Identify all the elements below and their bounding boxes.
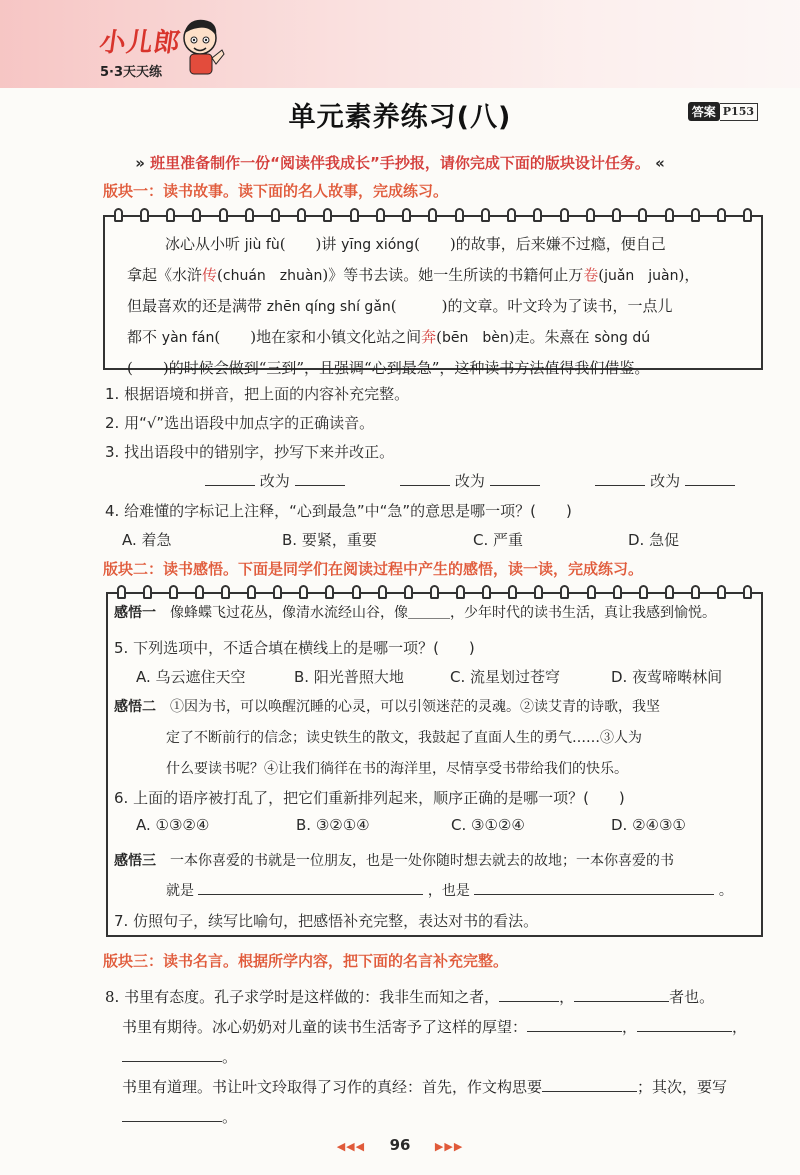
story-notebook [103, 215, 763, 377]
question-3: 3. 找出语段中的错别字，抄写下来并改正。 [105, 443, 395, 461]
story-line-3: 但最喜欢的还是满带 zhēn qíng shí gǎn( )的文章。叶文玲为了读书，一点儿 [127, 297, 673, 315]
feeling-2-line-3: 什么要读书呢？④让我们徜徉在书的海洋里，尽情享受书带给我们的快乐。 [166, 761, 628, 777]
q8-blank-3[interactable] [527, 1016, 622, 1032]
question-8-line-5: 。 [122, 1102, 237, 1132]
q4-option-d[interactable]: D. 急促 [628, 531, 680, 549]
q3-blank-right-3[interactable] [685, 470, 735, 486]
intro-arrows-left: » [135, 154, 145, 172]
footer-right-arrows: ▶▶▶ [434, 1140, 464, 1153]
q8-blank-7[interactable] [122, 1106, 222, 1122]
q4-option-b[interactable]: B. 要紧，重要 [282, 531, 377, 549]
question-7: 7. 仿照句子，续写比喻句，把感悟补充完整，表达对书的看法。 [114, 912, 539, 930]
q3-blank-right-1[interactable] [295, 470, 345, 486]
intro-text: 班里准备制作一份“阅读伴我成长”手抄报，请你完成下面的版块设计任务。 [150, 154, 650, 172]
feeling-1 [114, 598, 716, 628]
q3-answer-row: 改为 改为 改为 [205, 470, 735, 491]
question-8-line-1: 8. 书里有态度。孔子求学时是这样做的：我非生而知之者， ， 者也。 [105, 988, 715, 1006]
notebook-rings [105, 208, 761, 222]
brand-subtitle: 5·3天天练 [100, 65, 163, 80]
answer-reference [688, 102, 758, 121]
feeling-3-line-1: 感悟三 一本你喜爱的书就是一位朋友，也是一处你随时想去就去的故地；一本你喜爱的书 [114, 853, 674, 869]
story-line-2: 拿起《水浒传(chuán zhuàn)》等书去读。她一生所读的书籍何止万卷(juǎn juàn)， [127, 266, 700, 284]
q4-option-c[interactable]: C. 严重 [473, 531, 524, 549]
brand-logo [97, 22, 183, 80]
q6-option-b[interactable]: B. ③②①④ [296, 816, 370, 834]
footer-left-arrows: ◀◀◀ [336, 1140, 366, 1153]
question-4: 4. 给难懂的字标记上注释，“心到最急”中“急”的意思是哪一项？( ) [105, 502, 572, 520]
feeling-3-blank-2[interactable] [474, 879, 714, 895]
feeling-2-line-1: 感悟二 ①因为书，可以唤醒沉睡的心灵，可以引领迷茫的灵魂。②读艾青的诗歌，我坚 [114, 699, 660, 715]
feeling-1-label: 感悟一 [114, 605, 156, 621]
answer-page: P153 [720, 103, 758, 121]
feeling-3-line-2: 就是 ，也是 。 [166, 876, 733, 906]
intro-arrows-right: « [655, 154, 665, 172]
question-8-line-4: 书里有道理。书让叶文玲取得了习作的真经：首先，作文构思要 ；其次，要写 [122, 1078, 728, 1096]
story-line-4: 都不 yàn fán( )地在家和小镇文化站之间奔(bēn bèn)走。朱熹在 sòng dú [127, 328, 651, 346]
q3-blank-wrong-3[interactable] [595, 470, 645, 486]
section2-heading: 版块二：读书感悟。下面是同学们在阅读过程中产生的感悟，读一读，完成练习。 [103, 560, 644, 578]
brand-name: 小儿郎 [97, 28, 183, 58]
section3-heading: 版块三：读书名言。根据所学内容，把下面的名言补充完整。 [103, 952, 509, 970]
q5-option-a[interactable]: A. 乌云遮住天空 [136, 668, 246, 686]
question-5: 5. 下列选项中，不适合填在横线上的是哪一项？( ) [114, 639, 475, 657]
page-number: 96 [389, 1136, 411, 1154]
feeling-3-label: 感悟三 [114, 853, 156, 869]
q5-option-b[interactable]: B. 阳光普照大地 [294, 668, 404, 686]
q8-blank-2[interactable] [574, 986, 669, 1002]
q3-blank-right-2[interactable] [490, 470, 540, 486]
story-line-1: 冰心从小听 jiù fù( )讲 yīng xióng( )的故事，后来嫌不过瘾，便自己 [165, 235, 666, 253]
notebook-rings-2 [108, 585, 761, 599]
q8-blank-1[interactable] [499, 986, 559, 1002]
section1-heading: 版块一：读书故事。读下面的名人故事，完成练习。 [103, 182, 449, 200]
q5-option-d[interactable]: D. 夜莺啼啭林间 [611, 668, 723, 686]
question-2: 2. 用“√”选出语段中加点字的正确读音。 [105, 414, 375, 432]
question-1: 1. 根据语境和拼音，把上面的内容补充完整。 [105, 385, 410, 403]
question-8-line-2: 书里有期待。冰心奶奶对儿童的读书生活寄予了这样的厚望： ， ， [122, 1018, 748, 1036]
boy-mascot-icon [176, 14, 228, 76]
q6-option-d[interactable]: D. ②④③① [611, 816, 686, 834]
feeling-2-line-2: 定了不断前行的信念；读史铁生的散文，我鼓起了直面人生的勇气……③人为 [166, 730, 642, 746]
answer-tag: 答案 [688, 102, 720, 121]
q8-blank-5[interactable] [122, 1046, 222, 1062]
q3-blank-wrong-2[interactable] [400, 470, 450, 486]
q4-option-a[interactable]: A. 着急 [122, 531, 172, 549]
story-line-5: ( )的时候会做到“三到”，且强调“心到最急”，这种读书方法值得我们借鉴。 [127, 359, 650, 377]
q5-option-c[interactable]: C. 流星划过苍穹 [450, 668, 561, 686]
question-6: 6. 上面的语序被打乱了，把它们重新排列起来，顺序正确的是哪一项？( ) [114, 789, 625, 807]
page-footer [0, 1136, 800, 1154]
q6-option-a[interactable]: A. ①③②④ [136, 816, 210, 834]
feeling-2-label: 感悟二 [114, 699, 156, 715]
page-title: 单元素养练习(八) [288, 102, 512, 133]
q3-blank-wrong-1[interactable] [205, 470, 255, 486]
feeling-1-text: 像蜂蝶飞过花丛，像清水流经山谷，像＿＿＿，少年时代的读书生活，真让我感到愉悦。 [170, 605, 716, 621]
feeling-3-blank-1[interactable] [198, 879, 423, 895]
task-intro [0, 152, 800, 173]
q8-blank-4[interactable] [637, 1016, 732, 1032]
question-8-line-3: 。 [122, 1042, 237, 1072]
q8-blank-6[interactable] [542, 1076, 637, 1092]
q6-option-c[interactable]: C. ③①②④ [451, 816, 525, 834]
